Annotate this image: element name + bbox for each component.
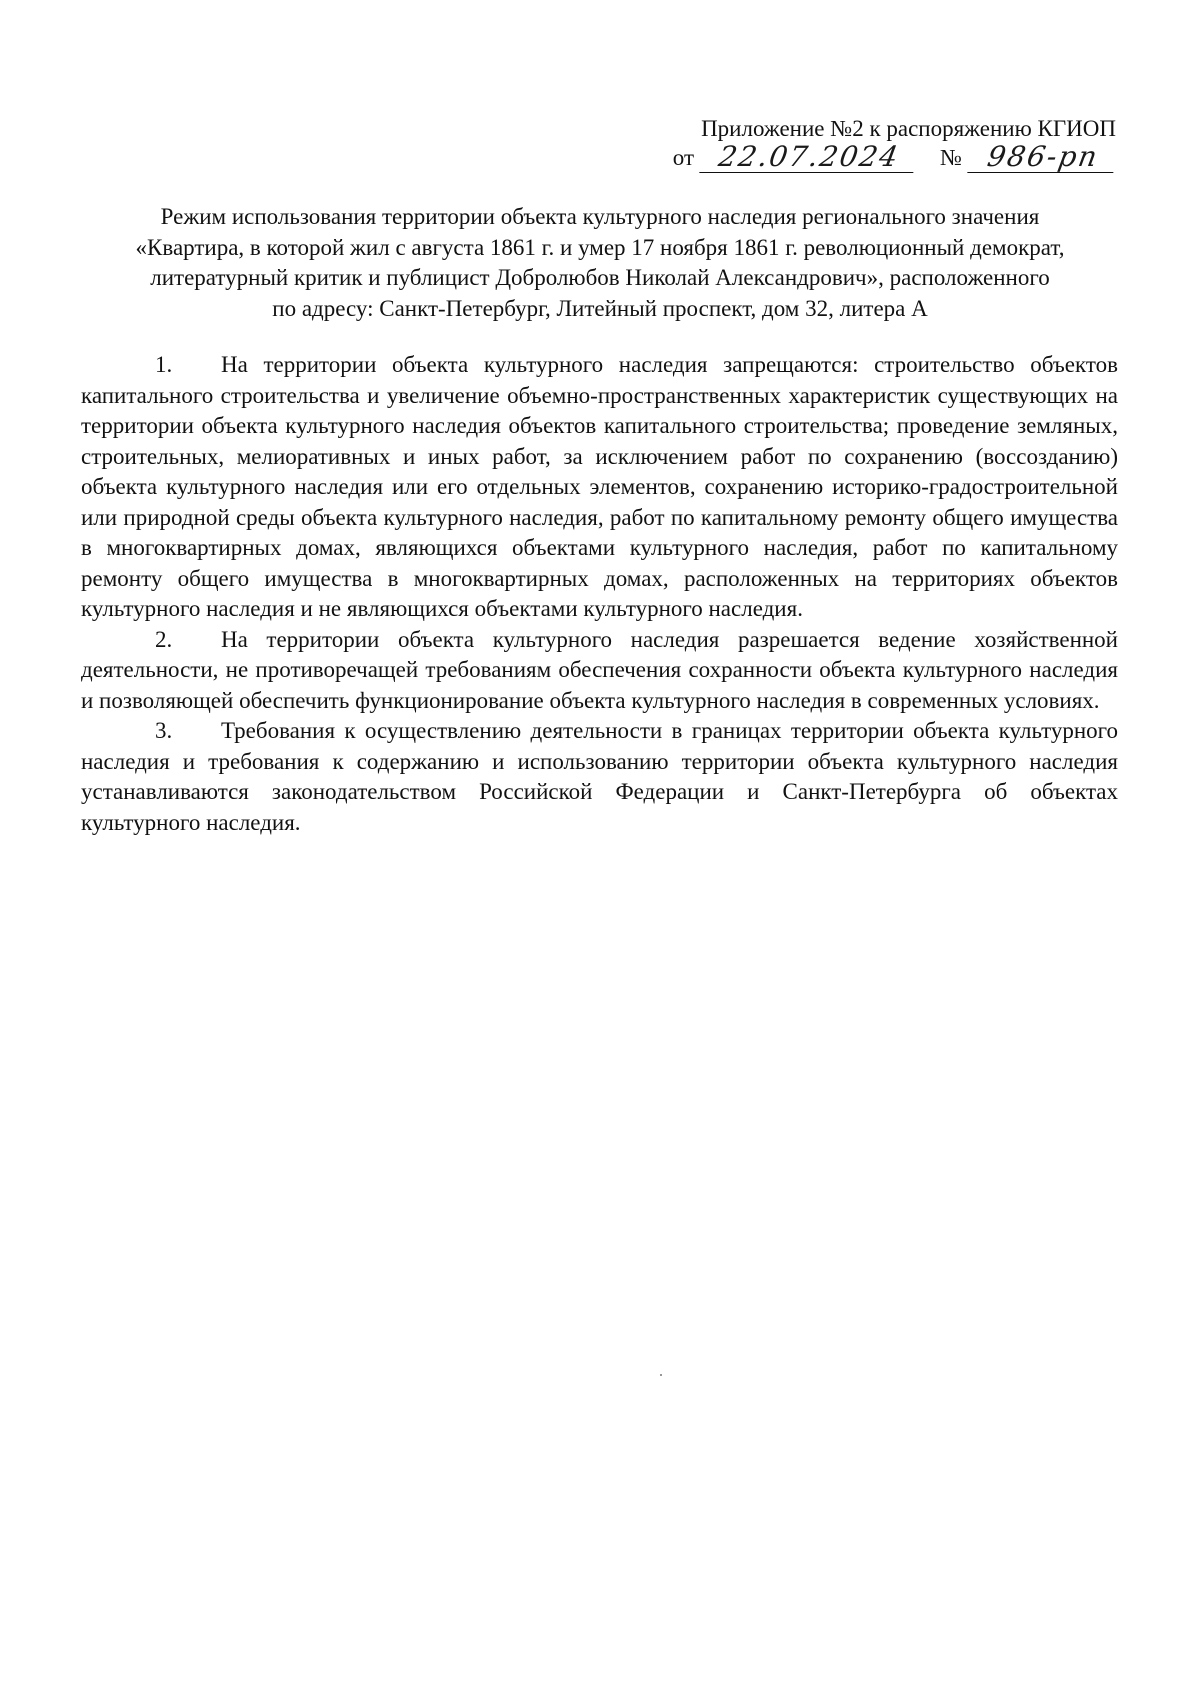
handwritten-order-date: 22.07.2024 (699, 142, 918, 173)
paragraph-3 (81, 716, 1118, 838)
order-date-number-line (646, 142, 1116, 173)
appendix-header (646, 114, 1116, 173)
appendix-reference: Приложение №2 к распоряжению КГИОП (701, 116, 1116, 141)
date-label: от (672, 145, 695, 170)
scan-speck (660, 1374, 662, 1376)
paragraph-number: 3. (155, 718, 173, 743)
paragraph-number: 1. (155, 352, 173, 377)
paragraph-2 (81, 625, 1118, 717)
paragraph-text: Требования к осуществлению деятельности в границах территории объекта культурного наследия и требования к содержанию и использованию территории объекта культурного наследия устанавливаются законодательством Российской Федерации и Санкт-Петербурга об объектах культурного наследия. (81, 718, 1118, 835)
title-line: «Квартира, в которой жил с августа 1861 г. и умер 17 ноября 1861 г. революционный демократ, (135, 234, 1065, 260)
title-line: по адресу: Санкт-Петербург, Литейный проспект, дом 32, литера А (272, 295, 928, 321)
number-label: № (940, 145, 962, 170)
paragraph-1 (81, 350, 1118, 625)
paragraph-number: 2. (155, 626, 173, 652)
paragraph-text: На территории объекта культурного наследия разрешается ведение хозяйственной деятельности, не противоречащей требованиям обеспечения сохранности объекта культурного наследия и позволяющей обеспечить функционирование объекта культурного наследия в современных условиях. (81, 626, 1118, 713)
handwritten-order-number: 986-рп (967, 142, 1118, 173)
document-title (80, 202, 1120, 324)
title-line: Режим использования территории объекта культурного наследия регионального значения (160, 204, 1040, 229)
document-body (81, 350, 1118, 838)
title-line: литературный критик и публицист Добролюбов Николай Александрович», расположенного (150, 265, 1050, 290)
paragraph-text: На территории объекта культурного наследия запрещаются: строительство объектов капитального строительства и увеличение объемно-пространственных характеристик существующих на территории объекта культурного наследия объектов капитального строительства; проведение земляных, строительных, мелиоративных и иных работ, за исключением работ по сохранению (воссозданию) объекта культурного наследия или его отдельных элементов, сохранению историко-градостроительной или природной среды объекта культурного наследия, работ по капитальному ремонту общего имущества в многоквартирных домах, являющихся объектами культурного наследия, работ по капитальному ремонту общего имущества в многоквартирных домах, расположенных на территориях объектов культурного наследия и не являющихся объектами культурного наследия. (81, 352, 1118, 621)
